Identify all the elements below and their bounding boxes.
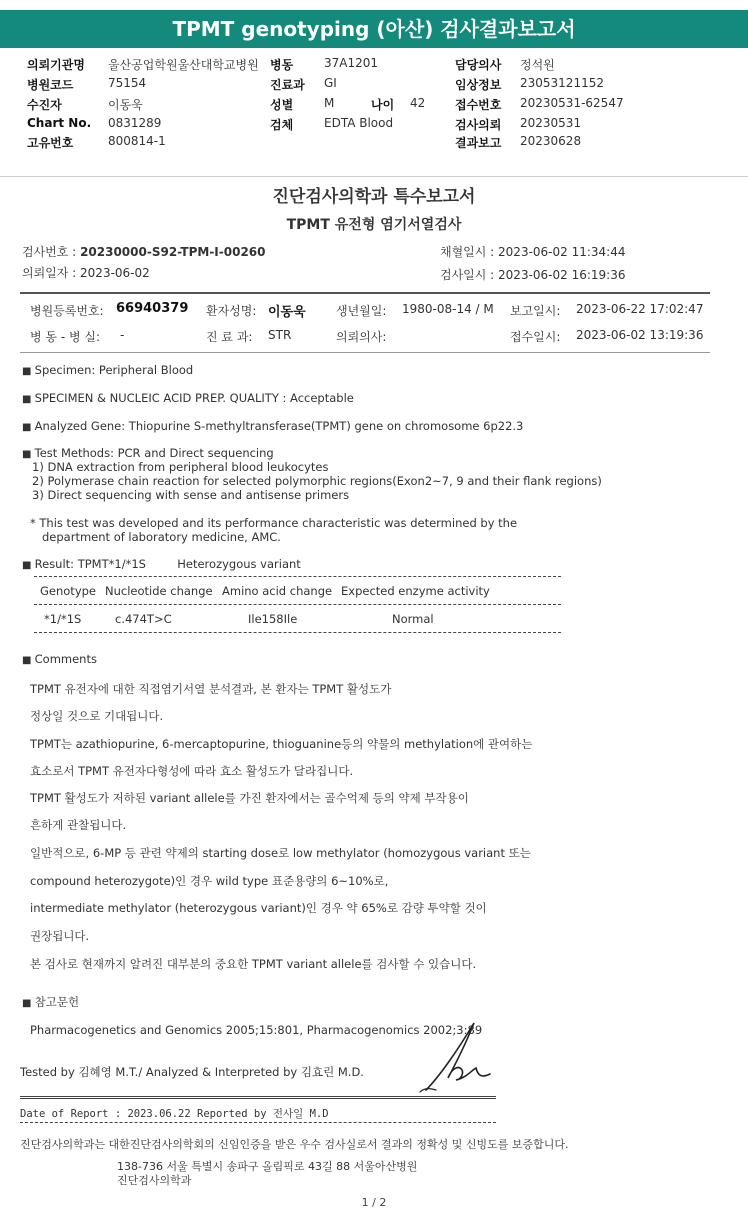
header-label: 담당의사 [455,58,502,72]
header-value: 이동욱 [108,98,143,112]
reg-value: 66940379 [116,301,189,316]
ward-value: - [120,328,125,342]
result-line [22,557,301,571]
header-label: 진료과 [270,78,305,92]
header-value: 75154 [108,76,147,90]
report-banner: TPMT genotyping (아산) 검사결과보고서 [0,10,748,48]
header-value: 20230531-62547 [520,96,624,110]
gene-line [22,419,523,433]
table-cell-activity: Normal [392,612,434,626]
header-label: 병원코드 [27,78,74,92]
header-value: 울산공업학원울산대학교병원 [108,58,259,72]
report-time-label: 보고일시: [510,304,561,318]
comment-line: TPMT는 azathiopurine, 6-mercaptopurine, thioguanine등의 약물의 methylation에 관여하는 [30,737,533,751]
method-step: 3) Direct sequencing with sense and antisense primers [32,488,350,502]
references-heading [22,994,79,1010]
ward-label: 병 동 - 병 실: [30,330,100,344]
comment-line: TPMT 유전자에 대한 직접염기서열 분석결과, 본 환자는 TPMT 활성도가 [30,682,392,696]
comment-line: 정상일 것으로 기대됩니다. [30,709,164,723]
header-label: 의뢰기관명 [27,58,85,72]
header-value: 0831289 [108,116,162,130]
comment-line: 일반적으로, 6-MP 등 관련 약제의 starting dose로 low methylator (homozygous variant 또는 [30,846,531,860]
header-value: 42 [410,96,426,110]
table-bottom-rule [34,632,561,633]
department-name: 진단검사의학과 [117,1174,192,1187]
exam-time: 검사일시 : 2023-06-02 16:19:36 [440,268,626,282]
table-header-activity: Expected enzyme activity [341,584,490,598]
table-header-amino: Amino acid change [222,584,333,598]
header-value: 20230531 [520,116,582,130]
methods-line [22,446,274,460]
method-step: 1) DNA extraction from peripheral blood leukocytes [32,460,329,474]
name-label: 환자성명: [206,304,257,318]
header-value: M [324,96,335,110]
table-mid-rule [34,604,561,605]
exam-number [22,243,266,260]
dob-label: 생년월일: [336,304,387,318]
header-label: 병동 [270,58,294,72]
dept-label: 진 료 과: [206,330,253,344]
header-label: Chart No. [27,116,92,130]
header-label: 검체 [270,118,294,132]
exam-number-value: 20230000-S92-TPM-I-00260 [80,245,266,259]
header-label: 결과보고 [455,136,502,150]
quality-text: SPECIMEN & NUCLEIC ACID PREP. QUALITY : Acceptable [34,391,354,405]
header-value: 800814-1 [108,134,166,148]
comments-label: Comments [34,652,97,666]
signature-image [416,1018,496,1098]
header-label: 나이 [371,98,395,112]
reg-label: 병원등록번호: [30,304,104,318]
header-value: 20230628 [520,134,582,148]
request-date: 의뢰일자 : 2023-06-02 [22,266,150,280]
header-label: 검사의뢰 [455,118,502,132]
table-top-rule [34,576,561,577]
receipt-time-value: 2023-06-02 13:19:36 [576,328,704,342]
references-label: 참고문헌 [34,995,80,1009]
note-line: department of laboratory medicine, AMC. [42,530,281,544]
comment-line: 효소로서 TPMT 유전자다형성에 따라 효소 활성도가 달라집니다. [30,764,354,778]
header-value: GI [324,76,337,90]
hospital-address: 138-736 서울 특별시 송파구 올림픽로 43길 88 서울아산병원 [117,1160,418,1173]
comment-line: TPMT 활성도가 저하된 variant allele를 가진 환자에서는 골수억제 등의 약제 부작용이 [30,791,469,805]
references-text: Pharmacogenetics and Genomics 2005;15:801, Pharmacogenomics 2002;3:89 [30,1023,483,1037]
note-line: * This test was developed and its performance characteristic was determined by the [30,516,518,530]
specimen-text: Specimen: Peripheral Blood [34,363,194,377]
method-step: 2) Polymerase chain reaction for selected polymorphic regions(Exon2~7, 9 and their flank regions) [32,474,602,488]
header-label: 수진자 [27,98,62,112]
doctor-label: 의뢰의사: [336,330,387,344]
dept-value: STR [268,328,292,342]
report-title: 진단검사의학과 특수보고서 [272,187,476,207]
header-value: 23053121152 [520,76,604,90]
comment-line: 흔하게 관찰됩니다. [30,818,127,832]
table-header-genotype: Genotype [40,584,97,598]
name-value: 이동욱 [268,305,306,320]
header-value: 정석원 [520,58,555,72]
specimen-line [22,363,193,377]
header-label: 임상정보 [455,78,502,92]
page-number: 1 / 2 [361,1196,387,1209]
header-label: 성별 [270,98,294,112]
exam-number-label: 검사번호 : [22,245,77,259]
blood-draw-time: 채혈일시 : 2023-06-02 11:34:44 [440,245,626,259]
signoff-rule [20,1096,496,1099]
section-divider [0,176,748,177]
receipt-time-label: 접수일시: [510,330,561,344]
table-cell-nucleotide: c.474T>C [115,612,172,626]
result-label: Result: [34,557,75,571]
comment-line: 권장됩니다. [30,929,90,943]
certification-statement: 진단검사의학과는 대한진단검사의학회의 신임인증을 받은 우수 검사실로서 결과의 정확성 및 신빙도를 보증합니다. [20,1138,569,1151]
patient-info-box [20,292,710,353]
signoff-rule-bottom [20,1122,496,1123]
comments-heading [22,652,97,666]
header-value: EDTA Blood [324,116,394,130]
header-value: 37A1201 [324,56,379,70]
report-subtitle: TPMT 유전형 염기서열검사 [286,217,462,233]
comment-line: compound heterozygote)인 경우 wild type 표준용량의 6~10%로, [30,874,389,888]
result-interpretation: Heterozygous variant [177,557,301,571]
comment-line: 본 검사로 현재까지 알려진 대부분의 중요한 TPMT variant allele를 검사할 수 있습니다. [30,957,477,971]
header-label: 고유번호 [27,136,74,150]
header-label: 접수번호 [455,98,502,112]
gene-text: Analyzed Gene: Thiopurine S-methyltransferase(TPMT) gene on chromosome 6p22.3 [34,419,524,433]
dob-value: 1980-08-14 / M [402,302,494,316]
report-time-value: 2023-06-22 17:02:47 [576,302,704,316]
quality-line [22,391,354,405]
methods-text: Test Methods: PCR and Direct sequencing [34,446,274,460]
tested-by-line: Tested by 김혜영 M.T./ Analyzed & Interpreted by 김효린 M.D. [20,1065,364,1079]
report-date-line: Date of Report : 2023.06.22 Reported by 전사일 M.D [20,1108,329,1120]
comment-line: intermediate methylator (heterozygous variant)인 경우 약 65%로 감량 투약할 것이 [30,901,487,915]
result-genotype: TPMT*1/*1S [77,557,146,571]
table-cell-amino: Ile158Ile [248,612,298,626]
table-cell-genotype: *1/*1S [44,612,82,626]
table-header-nucleotide: Nucleotide change [105,584,213,598]
